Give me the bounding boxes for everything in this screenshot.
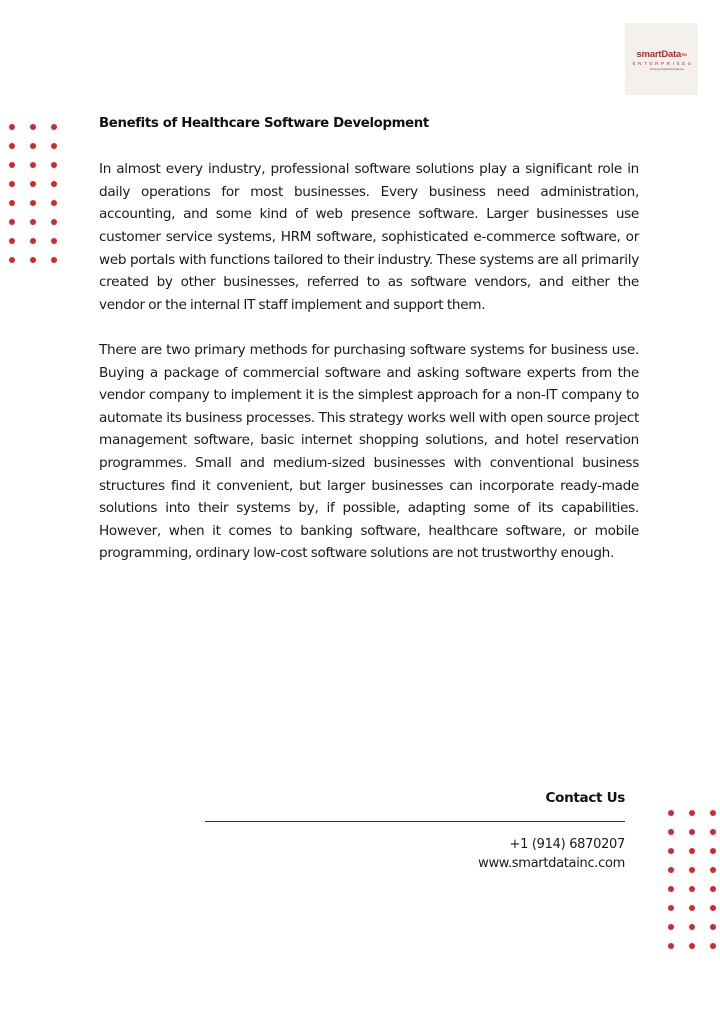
logo-subtitle: ENTERPRISES [632, 61, 694, 66]
logo-trademark: TM [681, 52, 687, 57]
article-paragraph-1: In almost every industry, professional software solutions play a significant role in daily operations for most businesses. Every business need administration, accounting, and some kind of web presence software. Larger businesses use customer service systems, HRM software, sophisticated e-commerce software, or web portals with functions tailored to their industry. These systems are all primarily created by other businesses, referred to as software vendors, and either the vendor or the internal IT staff implement and support them. [99, 161, 639, 313]
logo-name: smartData [636, 49, 682, 60]
contact-phone[interactable]: +1 (914) 6870207 [509, 837, 625, 852]
decorative-dot-grid-right [668, 810, 716, 949]
article-paragraph-2: There are two primary methods for purchasing software systems for business use. Buying a package of commercial software and asking software experts from the vendor company to implement it is the simplest approach for a non-IT company to automate its business processes. This strategy works well with open source project management software, basic internet shopping solutions, and hotel reservation programmes. Small and medium-sized businesses with conventional business structures find it convenient, but larger businesses can incorporate ready-made solutions into their systems by, if possible, adapting some of its capabilities. However, when it comes to banking software, healthcare software, or mobile programming, ordinary low-cost software solutions are not trustworthy enough. [99, 341, 639, 562]
contact-section [205, 787, 625, 873]
article-heading: Benefits of Healthcare Software Development [99, 116, 429, 131]
contact-title: Contact Us [545, 790, 625, 806]
article [99, 113, 639, 587]
contact-divider [205, 821, 625, 822]
company-logo [625, 23, 698, 95]
decorative-dot-grid-left [9, 124, 57, 263]
logo-tagline: Driving Digital Excellence [650, 67, 684, 71]
contact-website-link[interactable]: www.smartdatainc.com [478, 856, 625, 871]
